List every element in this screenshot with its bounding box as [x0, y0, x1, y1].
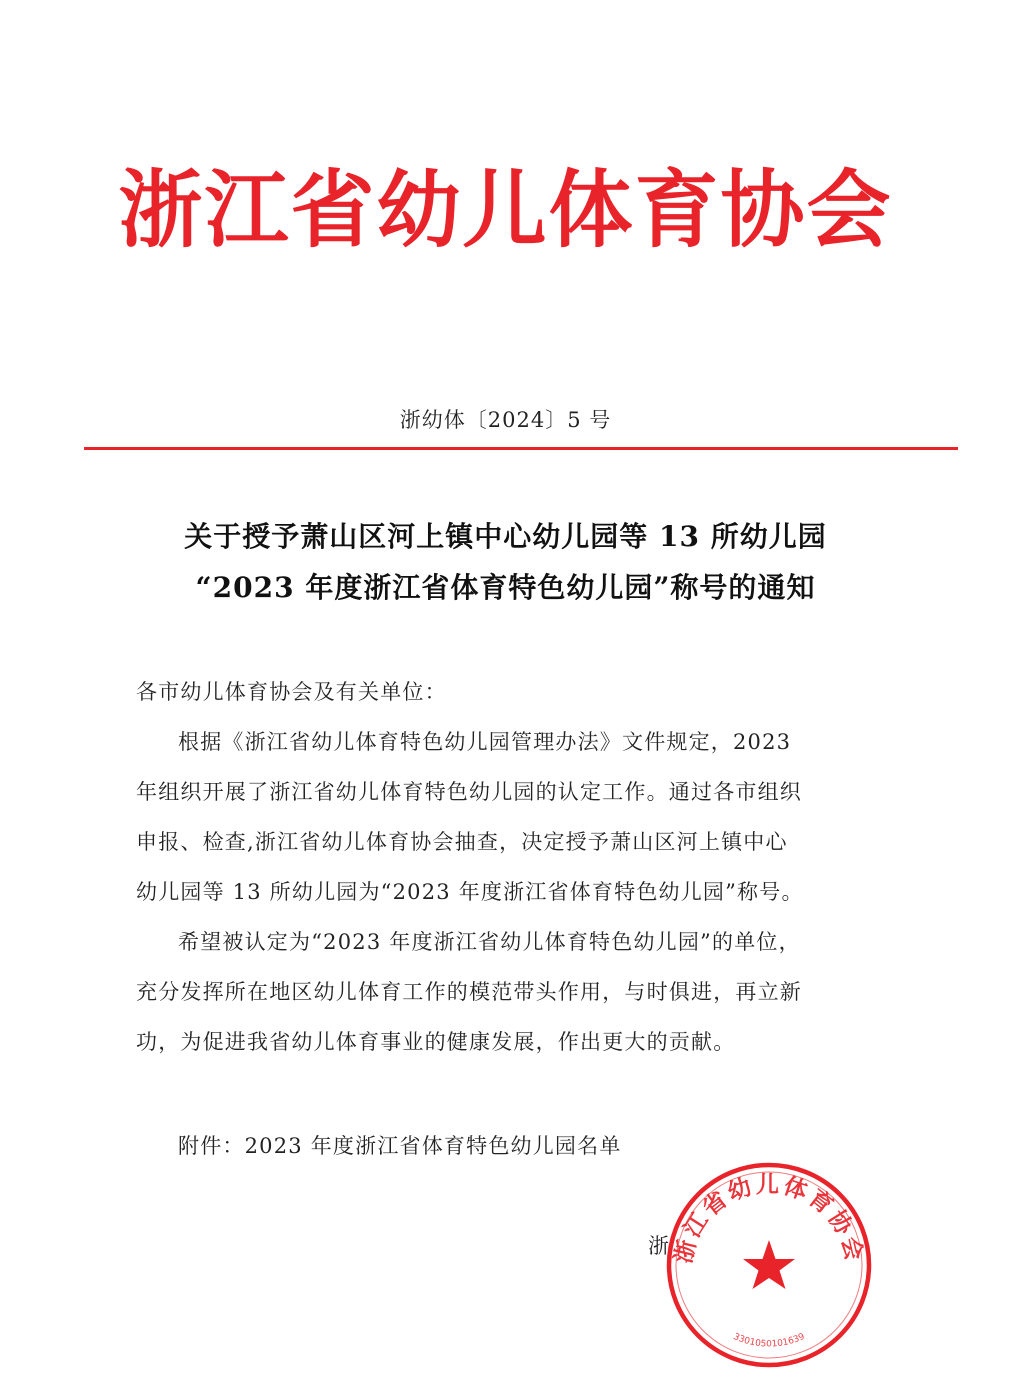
document-title-line-2: “2023 年度浙江省体育特色幼儿园”称号的通知: [195, 571, 816, 604]
document-number: 浙幼体〔2024〕5 号: [399, 408, 612, 432]
body-line: 希望被认定为“2023 年度浙江省幼儿体育特色幼儿园”的单位，: [178, 930, 801, 954]
seal-arc-text: 浙江省幼儿体育协会: [670, 1172, 868, 1266]
official-seal: [662, 1158, 876, 1372]
body-line: 申报、检查,浙江省幼儿体育协会抽查，决定授予萧山区河上镇中心: [136, 830, 788, 854]
red-divider-line: [84, 447, 958, 450]
body-line: 幼儿园等 13 所幼儿园为“2023 年度浙江省体育特色幼儿园”称号。: [136, 880, 804, 904]
body-line: 充分发挥所在地区幼儿体育工作的模范带头作用，与时俱进，再立新: [136, 980, 802, 1004]
attachment-note: 附件：2023 年度浙江省体育特色幼儿园名单: [178, 1134, 622, 1158]
body-line: 年组织开展了浙江省幼儿体育特色幼儿园的认定工作。通过各市组织: [136, 780, 802, 804]
body-line: 功，为促进我省幼儿体育事业的健康发展，作出更大的贡献。: [136, 1030, 736, 1054]
document-title-line-1: 关于授予萧山区河上镇中心幼儿园等 13 所幼儿园: [184, 520, 827, 553]
signer-partial-text: 浙: [648, 1234, 669, 1258]
body-line: 根据《浙江省幼儿体育特色幼儿园管理办法》文件规定，2023: [178, 730, 792, 754]
salutation: 各市幼儿体育协会及有关单位：: [136, 680, 447, 704]
organization-header: 浙江省幼儿体育协会: [118, 161, 893, 259]
seal-code-text: 3301050101639: [731, 1331, 807, 1350]
